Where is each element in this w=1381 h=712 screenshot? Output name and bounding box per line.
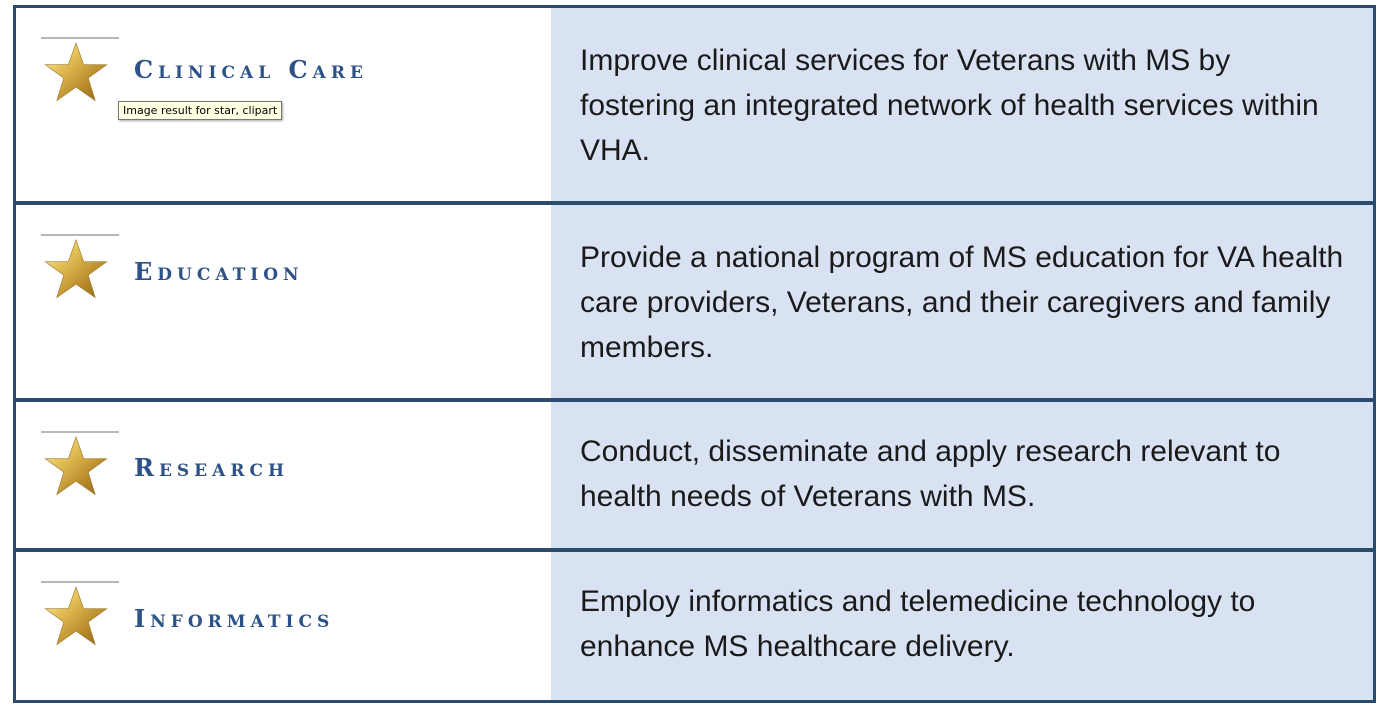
table-row-research bbox=[16, 402, 1373, 548]
heading-text: Research bbox=[134, 453, 290, 482]
star-icon bbox=[44, 435, 108, 499]
star-icon bbox=[44, 585, 108, 649]
row-heading-cell bbox=[16, 205, 551, 398]
row-heading bbox=[134, 453, 289, 482]
row-heading bbox=[134, 604, 334, 633]
mission-table bbox=[13, 5, 1376, 703]
heading-text: Informatics bbox=[134, 604, 335, 633]
divider bbox=[41, 37, 119, 39]
row-heading-cell bbox=[16, 552, 551, 700]
row-description-cell bbox=[551, 205, 1373, 398]
row-description: Provide a national program of MS education for VA health care providers, Veterans, and their caregivers and family members. bbox=[580, 241, 1344, 364]
divider bbox=[41, 234, 119, 236]
table-row-education bbox=[16, 205, 1373, 398]
row-description-cell bbox=[551, 8, 1373, 201]
divider bbox=[41, 581, 119, 583]
table-row-informatics bbox=[16, 552, 1373, 700]
heading-text: Education bbox=[134, 257, 304, 286]
row-heading bbox=[134, 55, 368, 84]
row-description-cell bbox=[551, 402, 1373, 548]
star-icon bbox=[44, 238, 108, 302]
row-heading-cell bbox=[16, 402, 551, 548]
row-description: Improve clinical services for Veterans with MS by fostering an integrated network of health services within VHA. bbox=[580, 44, 1319, 167]
row-heading-cell bbox=[16, 8, 551, 201]
row-description: Conduct, disseminate and apply research relevant to health needs of Veterans with MS. bbox=[580, 435, 1281, 513]
heading-text: Clinical Care bbox=[134, 55, 368, 84]
row-description: Employ informatics and telemedicine technology to enhance MS healthcare delivery. bbox=[580, 585, 1256, 663]
image-tooltip: Image result for star, clipart bbox=[118, 101, 282, 120]
row-description-cell bbox=[551, 552, 1373, 700]
table-row-clinical-care bbox=[16, 8, 1373, 201]
row-heading bbox=[134, 257, 304, 286]
divider bbox=[41, 431, 119, 433]
star-icon[interactable] bbox=[44, 41, 108, 105]
